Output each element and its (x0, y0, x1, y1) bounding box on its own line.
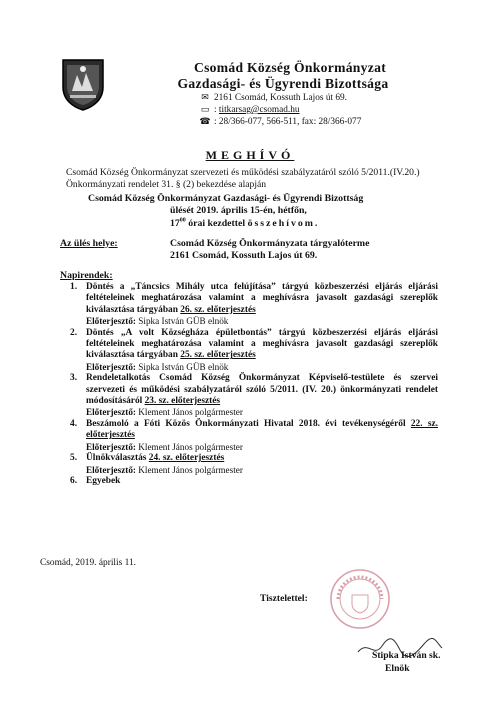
presenter-name: Klement János polgármester (136, 407, 243, 418)
place-address: 2161 Csomád, Kossuth Lajos út 69. (170, 250, 318, 261)
time-rest: órai kezdettel (185, 218, 248, 229)
coat-of-arms-icon (60, 57, 106, 111)
agenda-title-text: Ülnökválasztás (86, 453, 149, 464)
meeting-body: Csomád Község Önkormányzat Gazdasági- és Ügyrendi Bizottság (88, 193, 364, 204)
agenda-item (66, 328, 438, 374)
time-minute: 00 (179, 217, 186, 224)
agenda-title (86, 476, 438, 487)
meeting-date: ülését 2019. április 15-én, hétfőn, (170, 205, 307, 216)
agenda-number: 6. (70, 475, 78, 486)
agenda-title (86, 282, 438, 316)
agenda-presenter (86, 362, 438, 373)
agenda-ref: 24. sz. előterjesztés (148, 453, 225, 464)
agenda-title (86, 373, 438, 407)
agenda-title-text: Döntés „A volt Községháza épületbontás” tárgyú közbeszerzési eljárás eljárási feltételeinek meghatározása valamint a meghívásra javasolt gazdasági szereplők kiválasztása tárgyában (86, 327, 438, 361)
email-line (198, 104, 300, 115)
place-name: Csomád Község Önkormányzata tárgyalóterme (170, 238, 370, 249)
intro-line-1: Csomád Község Önkormányzat szervezeti és működési szabályzatáról szóló 5/2011.(IV.20.) (66, 167, 420, 178)
agenda-title-text: Egyebek (86, 475, 121, 486)
email-label: : (214, 105, 217, 115)
phone-icon: ☎ (199, 116, 211, 126)
presenter-label: Előterjesztő: (86, 361, 136, 372)
agenda-title-text: Döntés a „Táncsics Mihály utca felújítása” tárgyú közbeszerzési eljárás eljárási feltételeinek meghatározása valamint a meghívásra javasolt gazdasági szereplők kiválasztása tárgyában (86, 282, 438, 315)
presenter-label: Előterjesztő: (86, 464, 136, 475)
presenter-label: Előterjesztő: (86, 441, 136, 452)
document-title: MEGHÍVÓ (205, 148, 295, 162)
presenter-label: Előterjesztő: (86, 407, 136, 418)
phone-line (198, 116, 361, 127)
agenda-presenter (86, 442, 438, 453)
address-line (198, 92, 347, 103)
document-date: Csomád, 2019. április 11. (40, 558, 137, 568)
agenda-title (86, 328, 438, 362)
agenda-number: 2. (70, 327, 78, 338)
agenda-title-text: Rendeletalkotás Csomád Község Önkormányzat Képviselő-testülete és szervei szervezeti és működési szabályzatáról szóló 5/2011. (IV. 20.) önkormányzati rendelet módosításáról (86, 373, 438, 407)
agenda-heading: Napirendek: (60, 270, 113, 281)
agenda-item (66, 476, 438, 487)
agenda-ref: 23. sz. előterjesztés (144, 396, 221, 407)
presenter-name: Sipka István GÜB elnök (136, 361, 229, 372)
agenda-ref: 22. sz. előterjesztés (86, 418, 438, 441)
envelope-icon: ✉ (201, 92, 209, 102)
official-stamp (328, 567, 392, 631)
signer-name: Stipka István sk. (372, 650, 441, 661)
convene-text: összehívom. (247, 218, 320, 229)
meeting-time (170, 218, 319, 229)
agenda-item (66, 419, 438, 453)
organization-name: Csomád Község Önkormányzat (193, 60, 387, 75)
phone-text: : 28/366-077, 566-511, fax: 28/366-077 (214, 117, 362, 127)
committee-name: Gazdasági- és Ügyrendi Bizottsága (177, 76, 389, 91)
agenda-number: 5. (70, 453, 78, 464)
agenda-item (66, 373, 438, 419)
agenda-title (86, 453, 438, 464)
address-text: 2161 Csomád, Kossuth Lajos út 69. (214, 93, 347, 103)
email-link[interactable]: titkarsag@csomad.hu (218, 105, 300, 115)
time-hour: 17 (170, 218, 180, 229)
monitor-icon: ▭ (200, 104, 210, 114)
presenter-name: Klement János polgármester (136, 441, 243, 452)
agenda-item (66, 282, 438, 328)
agenda-number: 3. (70, 373, 78, 384)
agenda-number: 4. (70, 418, 78, 429)
agenda-presenter (86, 407, 438, 418)
agenda-ref: 26. sz. előterjesztés (180, 304, 256, 315)
agenda-number: 1. (70, 282, 78, 292)
agenda-title (86, 419, 438, 442)
agenda-presenter (86, 465, 438, 476)
agenda-presenter (86, 316, 438, 327)
presenter-name: Klement János polgármester (136, 464, 243, 475)
place-label: Az ülés helye: (60, 238, 118, 249)
regards-text: Tisztelettel: (260, 593, 308, 604)
presenter-name: Sipka István GÜB elnök (136, 316, 229, 327)
agenda-ref: 25. sz. előterjesztés (180, 350, 256, 361)
signer-role: Elnök (385, 663, 410, 674)
presenter-label: Előterjesztő: (86, 316, 136, 327)
intro-line-2: Önkormányzati rendelet 31. § (2) bekezdése alapján (66, 179, 267, 190)
agenda-item (66, 453, 438, 476)
agenda-list (66, 282, 438, 487)
agenda-title-text: Beszámoló a Fóti Közös Önkormányzati Hivatal 2018. évi tevékenységéről (86, 418, 411, 429)
